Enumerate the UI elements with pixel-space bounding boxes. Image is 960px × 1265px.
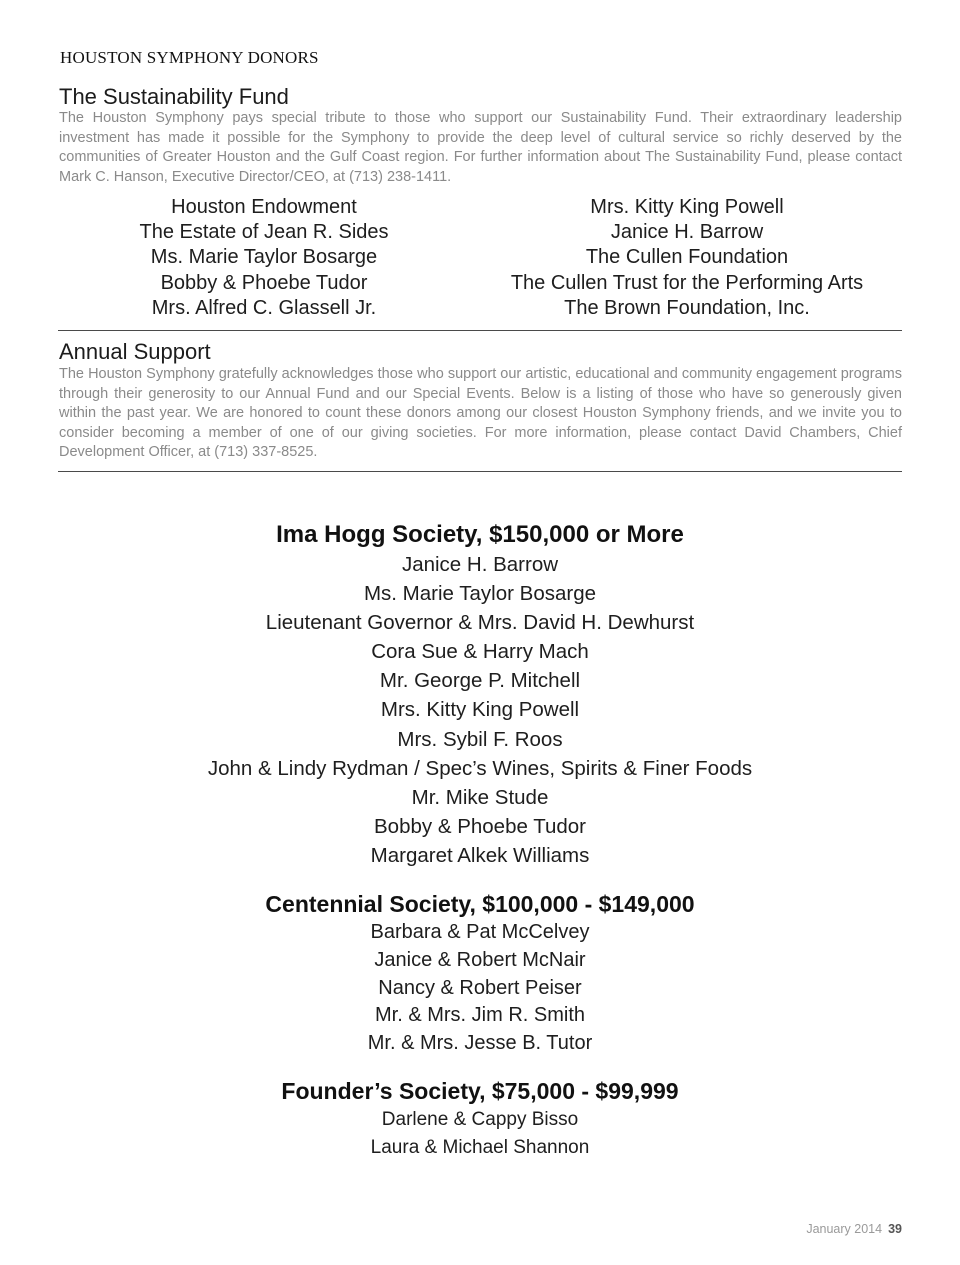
- member-name: Janice & Robert McNair: [374, 948, 586, 971]
- sustainability-donors-left: [59, 195, 469, 321]
- sustainability-donor-columns: [59, 195, 902, 321]
- member-name: Mr. Mike Stude: [411, 785, 549, 809]
- donor-name: Mrs. Alfred C. Glassell Jr.: [151, 296, 377, 319]
- member-name: Margaret Alkek Williams: [370, 843, 590, 867]
- member-name: Ms. Marie Taylor Bosarge: [363, 582, 597, 606]
- donor-name: Bobby & Phoebe Tudor: [160, 271, 368, 294]
- society-heading: Ima Hogg Society, $150,000 or More: [276, 521, 684, 548]
- donor-name: Mrs. Kitty King Powell: [590, 196, 784, 218]
- member-name: Nancy & Robert Peiser: [378, 976, 582, 999]
- society-member-list: [0, 1106, 960, 1161]
- society-member-list: [0, 550, 960, 870]
- member-name: Mrs. Sybil F. Roos: [397, 727, 563, 751]
- issue-date: January 2014: [806, 1222, 883, 1236]
- running-head: HOUSTON SYMPHONY DONORS: [60, 48, 319, 67]
- donor-name: Ms. Marie Taylor Bosarge: [150, 246, 378, 269]
- member-name: Cora Sue & Harry Mach: [371, 640, 589, 664]
- donor-name: Janice H. Barrow: [610, 221, 764, 244]
- member-name: Laura & Michael Shannon: [370, 1136, 590, 1158]
- page-footer: [806, 1222, 902, 1236]
- member-name: Lieutenant Governor & Mrs. David H. Dewhurst: [265, 611, 695, 635]
- donor-name: The Estate of Jean R. Sides: [139, 221, 389, 244]
- annual-support-intro: The Houston Symphony gratefully acknowledges those who support our artistic, educational and community engagement programs through their generosity to our Annual Fund and our Special Events. Below is a listing of those who have so generously given within the past year. We are honored to count these donors among our closest Houston Symphony friends, and we invite you to consider becoming a member of one of our giving societies. For more information, please contact David Chambers, Chief Development Officer, at (713) 337-8525.: [59, 366, 902, 461]
- member-name: Mrs. Kitty King Powell: [380, 698, 580, 722]
- member-name: Mr. George P. Mitchell: [379, 669, 581, 693]
- donor-name: Houston Endowment: [171, 196, 357, 218]
- sustainability-fund-intro: The Houston Symphony pays special tribute to those who support our Sustainability Fund. Their extraordinary leadership investment has made it possible for the Symphony to provide the deep level of cultural service so richly deserved by the communities of Greater Houston and the Gulf Coast region. For further information about The Sustainability Fund, please contact Mark C. Hanson, Executive Director/CEO, at (713) 238-1411.: [59, 110, 902, 185]
- annual-support-title: Annual Support: [59, 339, 211, 364]
- society-ima-hogg: [0, 520, 960, 870]
- donor-name: The Cullen Trust for the Performing Arts: [510, 271, 864, 294]
- donor-name: The Brown Foundation, Inc.: [564, 296, 810, 319]
- section-divider: [58, 330, 902, 331]
- member-name: Darlene & Cappy Bisso: [381, 1109, 579, 1130]
- member-name: Mr. & Mrs. Jesse B. Tutor: [367, 1032, 593, 1055]
- member-name: Bobby & Phoebe Tudor: [374, 814, 586, 838]
- section-divider: [58, 471, 902, 472]
- donor-name: The Cullen Foundation: [585, 246, 789, 269]
- society-heading: Founder’s Society, $75,000 - $99,999: [281, 1078, 679, 1104]
- society-heading: Centennial Society, $100,000 - $149,000: [265, 891, 695, 917]
- member-name: Barbara & Pat McCelvey: [370, 921, 590, 943]
- member-name: Janice H. Barrow: [401, 553, 559, 576]
- member-name: John & Lindy Rydman / Spec’s Wines, Spirits & Finer Foods: [207, 756, 753, 780]
- sustainability-fund-title: The Sustainability Fund: [59, 84, 289, 109]
- page-number: 39: [888, 1222, 902, 1236]
- society-founders: [0, 1077, 960, 1161]
- sustainability-donors-right: [472, 195, 902, 321]
- society-member-list: [0, 919, 960, 1058]
- member-name: Mr. & Mrs. Jim R. Smith: [375, 1004, 585, 1027]
- society-centennial: [0, 890, 960, 1058]
